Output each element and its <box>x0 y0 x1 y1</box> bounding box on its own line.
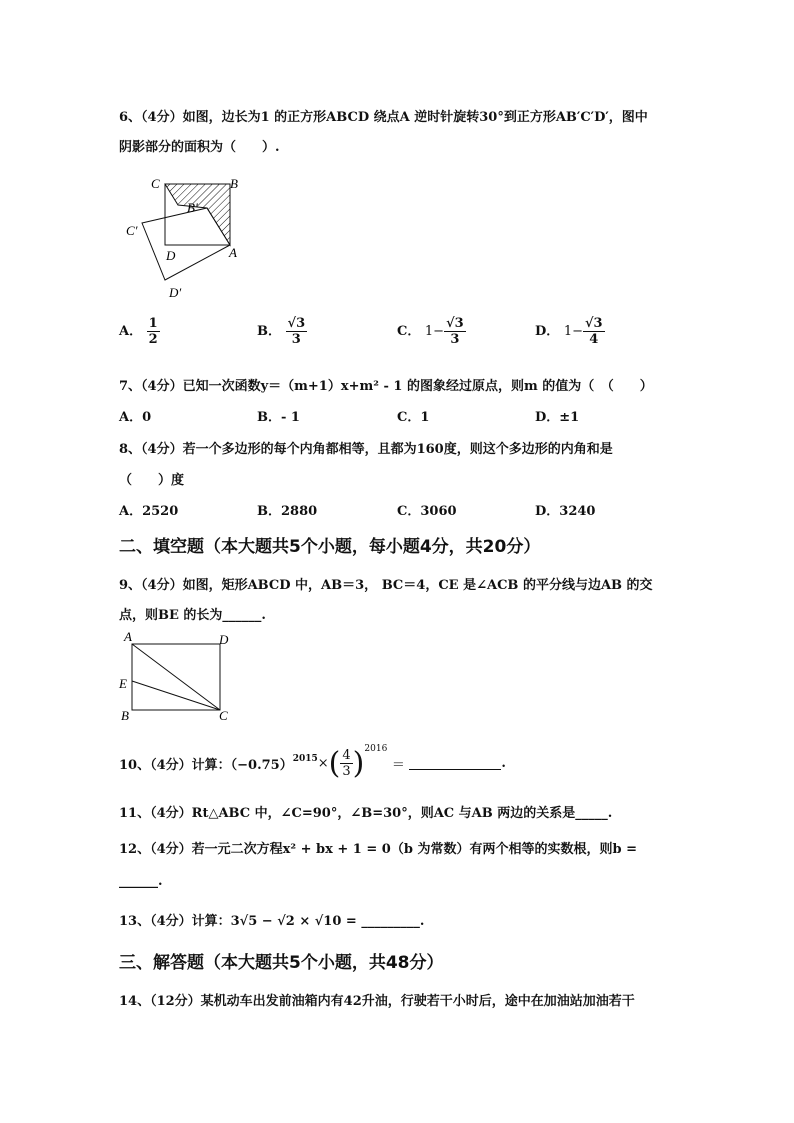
q9-figure <box>115 628 240 728</box>
q6-line1: 6、（4分）如图，边长为1 的正方形ABCD 绕点A 逆时针旋转30°到正方形AB′C′D′，图中 <box>119 110 648 125</box>
q8-line2: （ ）度 <box>119 473 185 488</box>
q6-option-b: B． $\frac{√3}{3}$ <box>257 316 306 347</box>
q6-line2: 阴影部分的面积为（ ）. <box>119 140 280 155</box>
section-title-fill-blank: 二、填空题（本大题共5个小题，每小题4分，共20分） <box>119 537 541 557</box>
label-C: C <box>219 708 228 723</box>
label-A: A <box>124 629 132 644</box>
q12-line2: ______. <box>119 874 163 889</box>
q8-option-d: D．3240 <box>535 504 596 519</box>
q7-text: 7、（4分）已知一次函数y＝（m+1）x+m² - 1 的图象经过原点，则m 的值为（ （ ） <box>119 379 653 394</box>
label-Bp: B′ <box>187 200 198 215</box>
q11-text: 11、（4分）Rt△ABC 中，∠C=90°，∠B=30°，则AC 与AB 两边的关系是_____. <box>119 806 613 821</box>
q8-line1: 8、（4分）若一个多边形的每个内角都相等，且都为160度，则这个多边形的内角和是 <box>119 442 613 457</box>
section-title-solve: 三、解答题（本大题共5个小题，共48分） <box>119 953 444 973</box>
q13-text: 13、（4分）计算：3√5 − √2 × √10 = _________. <box>119 914 425 929</box>
label-D: D <box>166 248 176 263</box>
label-D: D <box>219 632 229 647</box>
q7-option-b: B．- 1 <box>257 410 300 425</box>
line-ce <box>132 681 220 710</box>
q7-option-d: D．±1 <box>535 410 580 425</box>
label-C: C <box>151 176 160 191</box>
label-B: B <box>121 708 129 723</box>
label-E: E <box>119 676 127 691</box>
label-Dp: D′ <box>169 285 182 300</box>
q12-line1: 12、（4分）若一元二次方程x² + bx + 1 = 0（b 为常数）有两个相等的实数根，则b = <box>119 842 637 857</box>
q9-line1: 9、（4分）如图，矩形ABCD 中，AB＝3， BC＝4，CE 是∠ACB 的平分线与边AB 的交 <box>119 578 653 593</box>
q10-expression: 10、（4分）计算：$(-0.75)^{2015}\times$( $\frac{4}{3}$ )$^{2016}$ ＝ . <box>119 744 506 781</box>
q7-option-c: C．1 <box>397 410 430 425</box>
q9-line2: 点，则BE 的长为______. <box>119 608 266 623</box>
q6-option-d: D． 1− $\frac{√3}{4}$ <box>535 316 603 347</box>
diagonal-ac <box>132 644 220 710</box>
q6-option-c: C． 1− $\frac{√3}{3}$ <box>397 316 464 347</box>
q7-option-a: A．0 <box>119 410 152 425</box>
q6-figure <box>120 170 260 305</box>
label-B: B <box>230 176 238 191</box>
label-Cp: C′ <box>126 223 138 238</box>
q8-option-b: B．2880 <box>257 504 318 519</box>
q10-answer-blank <box>409 757 501 770</box>
q14-text: 14、（12分）某机动车出发前油箱内有42升油，行驶若干小时后，途中在加油站加油若干 <box>119 994 635 1009</box>
q8-option-a: A．2520 <box>119 504 179 519</box>
label-A: A <box>229 245 237 260</box>
q6-option-a: A． $\frac{1}{2}$ <box>119 316 158 347</box>
q8-option-c: C．3060 <box>397 504 457 519</box>
